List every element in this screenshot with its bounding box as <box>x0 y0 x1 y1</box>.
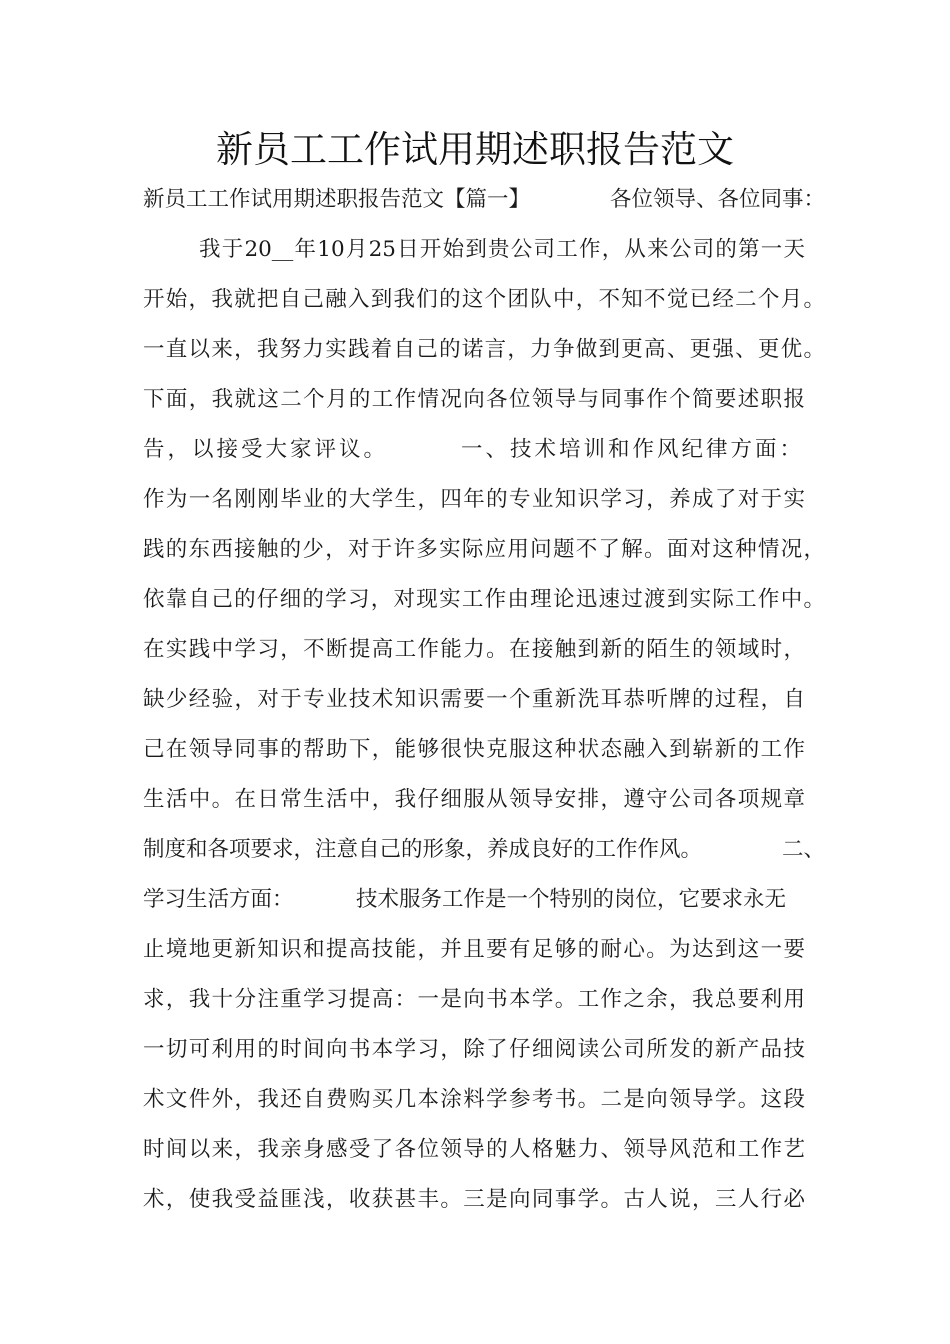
section-heading: 二、 <box>781 837 825 862</box>
text-line: 一切可利用的时间向书本学习，除了仔细阅读公司所发的新产品技 <box>143 1037 805 1062</box>
text-line: 时间以来，我亲身感受了各位领导的人格魅力、领导风范和工作艺 <box>143 1137 805 1162</box>
text-line: 开始，我就把自己融入到我们的这个团队中，不知不觉已经二个月。 <box>143 287 825 312</box>
document-title: 新员工工作试用期述职报告范文 <box>216 128 734 171</box>
text-line: 下面，我就这二个月的工作情况向各位领导与同事作个简要述职报 <box>143 387 805 412</box>
text-line: 依靠自己的仔细的学习，对现实工作由理论迅速过渡到实际工作中。 <box>143 587 825 612</box>
text-line: 在实践中学习，不断提高工作能力。在接触到新的陌生的领域时， <box>143 637 805 662</box>
text-line: 作为一名刚刚毕业的大学生，四年的专业知识学习，养成了对于实 <box>143 487 805 512</box>
text-line: 一直以来，我努力实践着自己的诺言，力争做到更高、更强、更优。 <box>143 337 825 362</box>
header-line <box>143 180 825 220</box>
text-line: 践的东西接触的少，对于许多实际应用问题不了解。面对这种情况， <box>143 537 825 562</box>
text-line <box>143 830 825 870</box>
section-heading: 新员工工作试用期述职报告范文【篇一】 <box>143 187 531 212</box>
text-segment: 告，以接受大家评议。 <box>143 437 389 462</box>
text-line: 术文件外，我还自费购买几本涂料学参考书。二是向领导学。这段 <box>143 1087 805 1112</box>
text-segment: 技术服务工作是一个特别的岗位，它要求永无 <box>356 887 787 912</box>
text-line: 己在领导同事的帮助下，能够很快克服这种状态融入到崭新的工作 <box>143 737 805 762</box>
text-line: 生活中。在日常生活中，我仔细服从领导安排，遵守公司各项规章 <box>143 787 805 812</box>
text-line: 我于20__年10月25日开始到贵公司工作，从来公司的第一天 <box>199 237 805 262</box>
text-line: 缺少经验，对于专业技术知识需要一个重新洗耳恭听牌的过程，自 <box>143 687 805 712</box>
text-line <box>143 880 825 920</box>
salutation: 各位领导、各位同事： <box>609 187 825 212</box>
text-line: 求，我十分注重学习提高：一是向书本学。工作之余，我总要利用 <box>143 987 805 1012</box>
section-heading: 一、技术培训和作风纪律方面： <box>461 437 805 462</box>
text-segment: 制度和各项要求，注意自己的形象，养成良好的工作作风。 <box>143 837 703 862</box>
section-heading: 学习生活方面： <box>143 887 294 912</box>
text-line <box>143 430 825 470</box>
text-line: 止境地更新知识和提高技能，并且要有足够的耐心。为达到这一要 <box>143 937 805 962</box>
text-line: 术，使我受益匪浅，收获甚丰。三是向同事学。古人说，三人行必 <box>143 1187 805 1212</box>
